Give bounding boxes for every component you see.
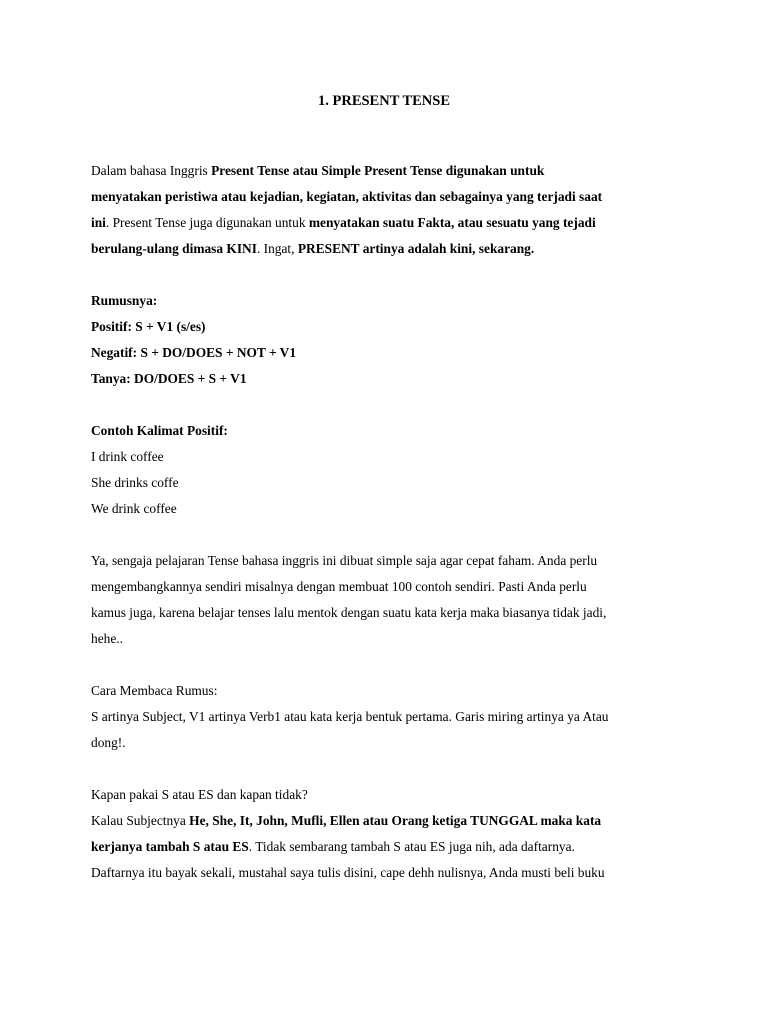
intro-bold-text: berulang-ulang dimasa KINI [91,241,257,256]
intro-text: Dalam bahasa Inggris [91,163,212,178]
reading-formula-line: S artinya Subject, V1 artinya Verb1 atau kata kerja bentuk pertama. Garis miring artinya ya Atau [91,709,609,724]
formula-question-text: Tanya: DO/DOES + S + V1 [91,371,247,386]
reading-formula-section [91,678,679,756]
intro-text: . Ingat, [256,241,298,256]
example-sentence: We drink coffee [91,501,177,516]
s-es-line: Daftarnya itu bayak sekali, mustahal saya tulis disini, cape dehh nulisnya, Anda musti beli buku [91,865,605,880]
examples-heading-text: Contoh Kalimat Positif: [91,423,228,438]
formula-negative [91,340,679,366]
s-es-question: Kapan pakai S atau ES dan kapan tidak? [91,787,308,802]
note-paragraph [91,548,679,652]
intro-paragraph [91,158,679,262]
formula-positive-text: Positif: S + V1 (s/es) [91,319,206,334]
intro-bold-text: menyatakan suatu Fakta, atau sesuatu yang tejadi [308,215,596,230]
examples-heading [91,418,679,444]
formula-question [91,366,679,392]
reading-formula-heading: Cara Membaca Rumus: [91,683,218,698]
formula-heading [91,288,679,314]
s-es-line [91,808,679,834]
s-es-section [91,782,679,886]
note-line: kamus juga, karena belajar tenses lalu mentok dengan suatu kata kerja maka biasanya tidak jadi, [91,605,607,620]
note-line: mengembangkannya sendiri misalnya dengan membuat 100 contoh sendiri. Pasti Anda perlu [91,579,587,594]
intro-line [91,236,679,262]
formula-negative-text: Negatif: S + DO/DOES + NOT + V1 [91,345,297,360]
intro-bold-text: PRESENT artinya adalah kini, sekarang. [297,241,535,256]
intro-bold-text: ini [91,215,106,230]
note-line: hehe.. [91,631,123,646]
s-es-bold-text: kerjanya tambah S atau ES [91,839,249,854]
s-es-bold-text: He, She, It, John, Mufli, Ellen atau Orang ketiga TUNGGAL maka kata [189,813,602,828]
example-sentence: She drinks coffe [91,475,179,490]
formula-section [91,288,679,392]
intro-text: . Present Tense juga digunakan untuk [105,215,309,230]
intro-line [91,184,679,210]
reading-formula-line: dong!. [91,735,126,750]
intro-line [91,158,679,184]
intro-bold-text: Present Tense atau Simple Present Tense digunakan untuk [211,163,545,178]
s-es-text: . Tidak sembarang tambah S atau ES juga nih, ada daftarnya. [248,839,575,854]
page-title: 1. PRESENT TENSE [317,93,451,109]
example-sentence: I drink coffee [91,449,164,464]
intro-bold-text: menyatakan peristiwa atau kejadian, kegiatan, aktivitas dan sebagainya yang terjadi saat [91,189,603,204]
s-es-text: Kalau Subjectnya [91,813,190,828]
formula-heading-text: Rumusnya: [91,293,158,308]
s-es-line [91,834,679,860]
formula-positive [91,314,679,340]
examples-section [91,418,679,522]
intro-line [91,210,679,236]
note-line: Ya, sengaja pelajaran Tense bahasa inggris ini dibuat simple saja agar cepat faham. Anda perlu [91,553,598,568]
